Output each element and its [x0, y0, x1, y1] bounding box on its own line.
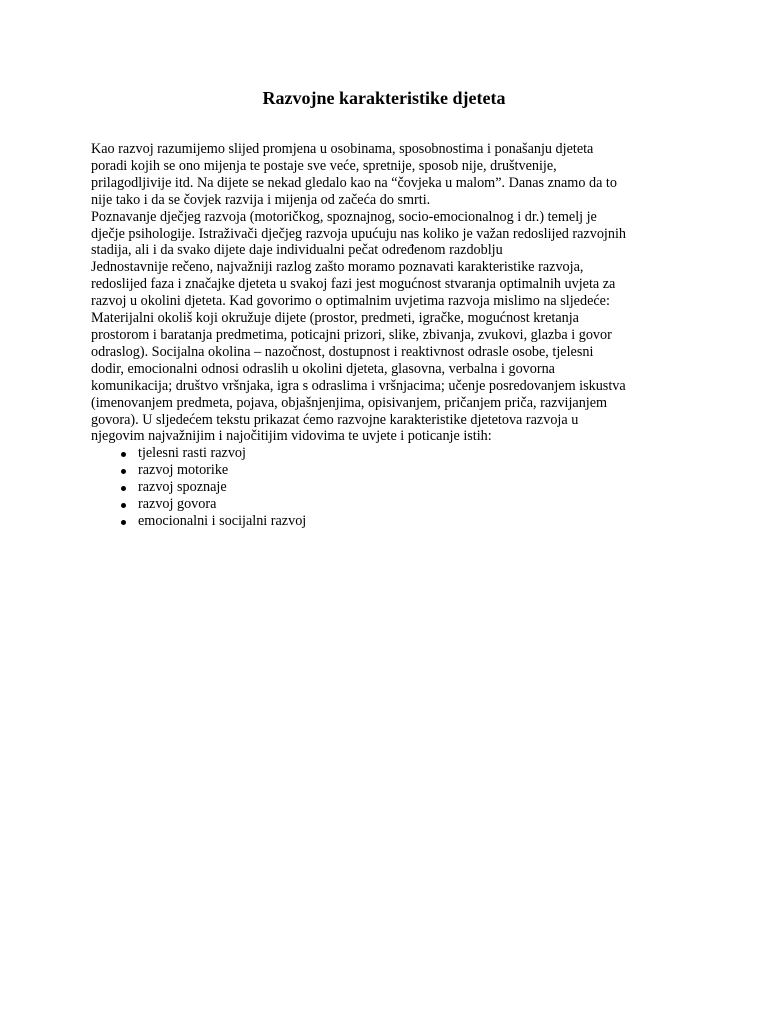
paragraph-text: [91, 141, 651, 445]
text-line: stadija, ali i da svako dijete daje individualni pečat određenom razdoblju: [91, 242, 503, 259]
text-line: poradi kojih se ono mijenja te postaje sve veće, spretnije, sposob nije, društvenije,: [91, 157, 557, 174]
list-item: [91, 513, 651, 530]
document-title: Razvojne karakteristike djeteta: [262, 88, 506, 108]
text-line: odraslog). Socijalna okolina – nazočnost, dostupnost i reaktivnost odrasle osobe, tjelesni: [91, 343, 594, 360]
bullet-list: [91, 445, 651, 530]
text-line: govora). U sljedećem tekstu prikazat ćemo razvojne karakteristike djetetova razvoja u: [91, 411, 579, 428]
text-line: njegovim najvažnijim i najočitijim vidovima te uvjete i poticanje istih:: [91, 428, 492, 445]
list-item-text: razvoj motorike: [138, 462, 229, 479]
bullet-icon: [121, 520, 126, 525]
text-line: Kao razvoj razumijemo slijed promjena u osobinama, sposobnostima i ponašanju djeteta: [91, 141, 594, 157]
text-line: dječje psihologije. Istraživači dječjeg razvoja upućuju nas koliko je važan redoslijed razvojnih: [91, 225, 626, 242]
text-line: komunikacija; društvo vršnjaka, igra s odraslima i vršnjacima; učenje posredovanjem iskustva: [91, 377, 626, 394]
text-line: Poznavanje dječjeg razvoja (motoričkog, spoznajnog, socio-emocionalnog i dr.) temelj je: [91, 208, 597, 225]
list-item-text: emocionalni i socijalni razvoj: [138, 512, 307, 529]
text-line: redoslijed faza i značajke djeteta u svakoj fazi jest mogućnost stvaranja optimalnih uvjeta za: [91, 276, 616, 293]
list-item: [91, 496, 651, 513]
bullet-icon: [121, 469, 126, 474]
text-line: Jednostavnije rečeno, najvažniji razlog zašto moramo poznavati karakteristike razvoja,: [91, 259, 584, 276]
list-item: [91, 462, 651, 479]
list-item: [91, 445, 651, 462]
document-body: [91, 141, 651, 530]
text-line: (imenovanjem predmeta, pojava, objašnjenjima, opisivanjem, pričanjem priča, razvijanjem: [91, 394, 608, 411]
bullet-icon: [121, 452, 126, 457]
text-line: razvoj u okolini djeteta. Kad govorimo o optimalnim uvjetima razvoja mislimo na sljedeće:: [91, 293, 610, 310]
text-line: prostorom i baratanja predmetima, poticajni prizori, slike, zbivanja, zvukovi, glazba i govor: [91, 326, 612, 343]
bullet-icon: [121, 486, 126, 491]
text-line: prilagodljivije itd. Na dijete se nekad gledalo kao na “čovjeka u malom”. Danas znamo da to: [91, 174, 617, 191]
list-item-text: razvoj spoznaje: [138, 479, 227, 496]
text-line: nije tako i da se čovjek razvija i mijenja od začeća do smrti.: [91, 191, 431, 208]
text-line: Materijalni okoliš koji okružuje dijete (prostor, predmeti, igračke, mogućnost kretanja: [91, 310, 579, 327]
text-line: dodir, emocionalni odnosi odraslih u okolini djeteta, glasovna, verbalna i govorna: [91, 360, 555, 377]
list-item-text: tjelesni rasti razvoj: [138, 445, 246, 462]
list-item: [91, 479, 651, 496]
bullet-icon: [121, 503, 126, 508]
list-item-text: razvoj govora: [138, 496, 217, 513]
